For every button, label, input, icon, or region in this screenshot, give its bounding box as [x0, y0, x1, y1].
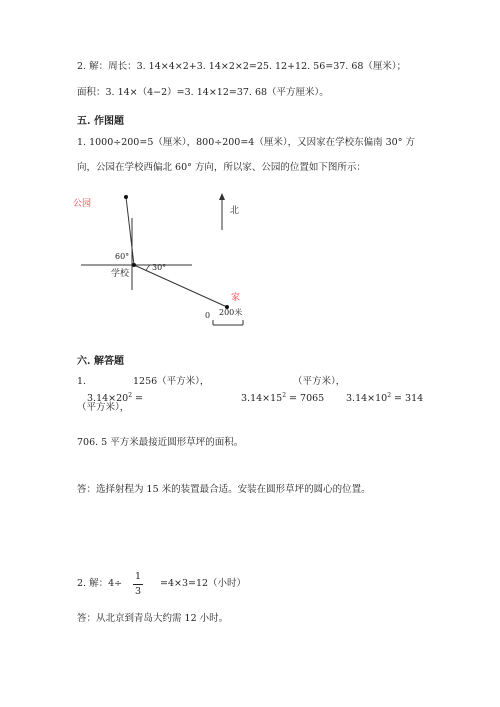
school-point [132, 263, 136, 267]
section6-heading: 六. 解答题 [77, 356, 124, 367]
angle-30-label: 30° [152, 263, 167, 272]
park-label: 公园 [73, 199, 92, 209]
q2-fraction-denominator: 3 [134, 586, 142, 597]
home-label: 家 [231, 293, 241, 303]
school-label: 学校 [111, 269, 130, 279]
q1-b-unit: （平方米）， [293, 376, 346, 387]
north-arrow-head [219, 193, 225, 200]
q1-b-equals: = 7065 [286, 393, 325, 404]
q1-c-exponent: 2 [387, 392, 392, 399]
q1-c-expression [346, 390, 423, 405]
scale-zero-label: 0 [205, 311, 211, 320]
park-point [124, 195, 128, 199]
section5-p1-line2: 向，公园在学校西偏北 60° 方向，所以家、公园的位置如下图所示： [77, 162, 366, 173]
q1-a-exponent: 2 [128, 392, 133, 399]
problem2-line1: 2. 解：周长：3. 14×4×2+3. 14×2×2=25. 12+12. 56=37. 68（厘米）； [77, 61, 407, 72]
q1-a-equals: = [132, 393, 144, 404]
q1-answer: 答：选择射程为 15 米的装置最合适。安装在圆形草坪的圆心的位置。 [77, 484, 371, 495]
q1-a-value: 1256（平方米）， [133, 376, 210, 387]
q2-fraction-bar [133, 584, 143, 585]
q2-answer: 答：从北京到青岛大约需 12 小时。 [77, 613, 229, 624]
problem2-line2: 面积：3. 14×（4−2）=3. 14×12=37. 68（平方厘米）。 [77, 87, 329, 98]
q1-b-base: 3.14×15 [241, 393, 283, 404]
angle-arc-30 [146, 265, 150, 271]
q1-b-expression [241, 390, 324, 405]
q2-suffix: =4×3=12（小时） [160, 578, 247, 589]
q1-c-unit: （平方米）， [77, 402, 130, 413]
q1-b-exponent: 2 [282, 392, 287, 399]
q2-prefix: 2. 解：4÷ [77, 578, 123, 589]
scale-distance-label: 200米 [219, 308, 243, 317]
q1-c-base: 3.14×10 [346, 393, 388, 404]
q1-a-base: 3.14×20 [87, 393, 129, 404]
q1-number: 1. [77, 376, 87, 387]
q1-c-equals: = 314 [391, 393, 424, 404]
north-label: 北 [230, 206, 240, 216]
q1-conclusion: 706. 5 平方米最接近圆形草坪的面积。 [77, 437, 244, 448]
q2-fraction-numerator: 1 [134, 571, 142, 582]
section5-p1-line1: 1. 1000÷200=5（厘米），800÷200=4（厘米），又因家在学校东偏南 30° 方 [77, 137, 415, 148]
school-home-line [134, 265, 227, 307]
angle-60-label: 60° [115, 252, 130, 261]
section5-heading: 五. 作图题 [77, 116, 124, 127]
